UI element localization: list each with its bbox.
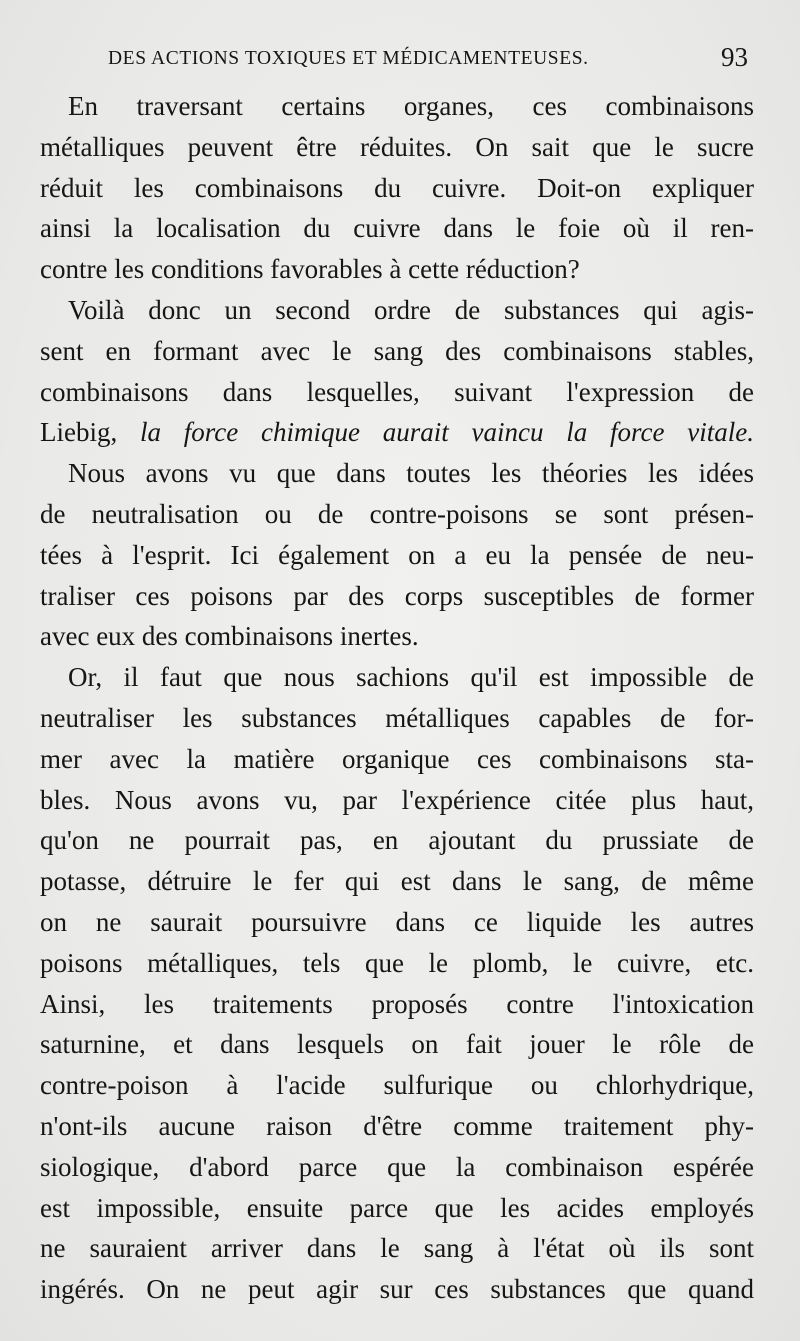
text-line: Or, il faut que nous sachions qu'il est impossible de — [68, 662, 754, 693]
text-line: métalliques peuvent être réduites. On sait que le sucre — [40, 131, 754, 162]
text-line: Voilà donc un second ordre de substances qui agis- — [68, 294, 754, 325]
text-line: saturnine, et dans lesquels on fait jouer le rôle de — [40, 1029, 754, 1060]
text-line-mixed — [40, 412, 754, 453]
text-line: n'ont-ils aucune raison d'être comme traitement phy- — [40, 1110, 754, 1141]
text-line: avec eux des combinaisons inertes. — [40, 621, 419, 652]
text-line: sent en formant avec le sang des combinaisons stables, — [40, 335, 754, 366]
text-line: En traversant certains organes, ces combinaisons — [68, 91, 754, 121]
italic-quotation: la force chimique aurait vaincu la force vitale. — [140, 417, 755, 448]
text-line: contre les conditions favorables à cette réduction? — [40, 254, 580, 285]
text-line: potasse, détruire le fer qui est dans le sang, de même — [40, 866, 754, 897]
text-line: Ainsi, les traitements proposés contre l'intoxication — [40, 988, 754, 1019]
text-line: qu'on ne pourrait pas, en ajoutant du prussiate de — [40, 825, 754, 856]
text-line: ingérés. On ne peut agir sur ces substances que quand — [40, 1274, 754, 1305]
text-line: tées à l'esprit. Ici également on a eu la pensée de neu- — [40, 539, 754, 570]
text-line: neutraliser les substances métalliques capables de for- — [40, 702, 754, 733]
text-line: ainsi la localisation du cuivre dans le foie où il ren- — [40, 213, 754, 244]
text-line: de neutralisation ou de contre-poisons se sont présen- — [40, 498, 754, 529]
text-line: mer avec la matière organique ces combinaisons sta- — [40, 743, 754, 774]
page-number: 93 — [721, 42, 748, 72]
running-head: DES ACTIONS TOXIQUES ET MÉDICAMENTEUSES. — [108, 48, 589, 69]
text-line: siologique, d'abord parce que la combinaison espérée — [40, 1151, 754, 1182]
text-line: réduit les combinaisons du cuivre. Doit-on expliquer — [40, 172, 754, 203]
text-line: ne sauraient arriver dans le sang à l'état où ils sont — [40, 1233, 754, 1264]
text-line: on ne saurait poursuivre dans ce liquide les autres — [40, 906, 754, 937]
page-header — [96, 44, 748, 78]
text-line: bles. Nous avons vu, par l'expérience citée plus haut, — [40, 784, 754, 815]
text-line: poisons métalliques, tels que le plomb, le cuivre, etc. — [40, 947, 754, 978]
text-line: traliser ces poisons par des corps susceptibles de former — [40, 580, 754, 611]
text-line: contre-poison à l'acide sulfurique ou chlorhydrique, — [40, 1070, 754, 1101]
text-line: Nous avons vu que dans toutes les théories les idées — [68, 458, 754, 489]
text-line: combinaisons dans lesquelles, suivant l'expression de — [40, 376, 754, 407]
body-text — [40, 86, 754, 1310]
text-segment: Liebig, — [40, 417, 118, 448]
text-line: est impossible, ensuite parce que les acides employés — [40, 1192, 754, 1223]
